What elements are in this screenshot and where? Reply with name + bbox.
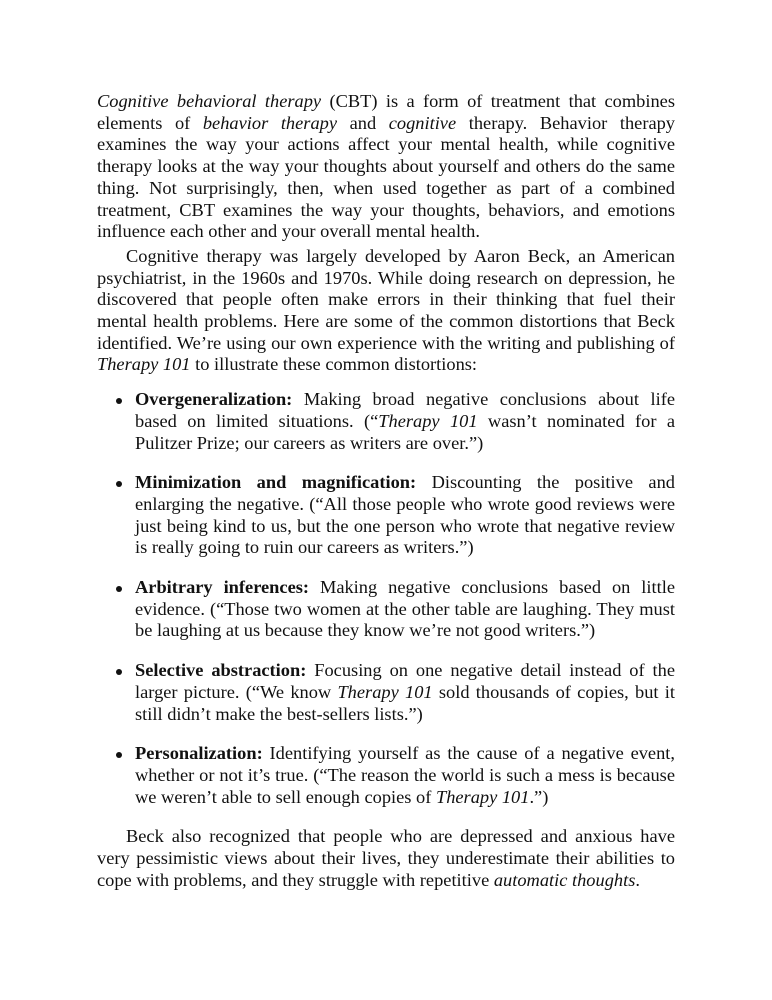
text-run: Discounting the positive and enlarging the negative. (“All those people who wrote good reviews were just being kind to us, but the one person who wrote that negative review is really going to ruin our careers as writers.”) [135, 472, 675, 558]
list-item [97, 660, 675, 725]
text-run: Focusing on one negative detail instead of the larger picture. (“We know [135, 660, 676, 702]
text-run: Making broad negative conclusions about life based on limited situations. (“ [135, 389, 675, 431]
text-run: Identifying yourself as the cause of a negative event, whether or not it’s true. (“The reason the world is such a mess is because we weren’t able to sell enough copies of [135, 743, 675, 807]
distortion-term: Selective abstraction: [135, 660, 307, 681]
text-run: to illustrate these common distortions: [190, 354, 478, 375]
document-page [97, 91, 675, 892]
bullet-icon [116, 669, 122, 675]
bullet-icon [116, 398, 122, 404]
text-run: Beck also recognized that people who are depressed and anxious have very pessimistic views about their lives, they underestimate their abilities to cope with problems, and they struggle with repetitive [97, 826, 675, 890]
automatic-thoughts-term: automatic thoughts [493, 869, 636, 890]
behavior-therapy-term: behavior therapy [202, 112, 337, 133]
list-item [97, 389, 675, 454]
closing-paragraph [97, 826, 675, 891]
beck-paragraph [97, 246, 675, 376]
text-run: therapy. Behavior therapy examines the way your actions affect your mental health, while cognitive therapy looks at the way your thoughts about yourself and others do the same thing. Not surprisingly, then, when used together as part of a combined treatment, CBT examines the way your thoughts, behaviors, and emotions influence each other and your overall mental health. [97, 112, 675, 242]
bullet-icon [116, 586, 122, 592]
text-run: wasn’t nominated for a Pulitzer Prize; our careers as writers are over.”) [135, 410, 676, 453]
text-run: Making negative conclusions based on little evidence. (“Those two women at the other table are laughing. They must be laughing at us because they know we’re not good writers.”) [135, 577, 676, 641]
text-run: .”) [529, 786, 549, 807]
distortion-term: Minimization and magnification: [135, 472, 417, 493]
text-run: Cognitive therapy was largely developed by Aaron Beck, an American psychiatrist, in the 1960s and 1970s. While doing research on depression, he discovered that people often make errors in their thinking that fuel their mental health problems. Here are some of the common distortions that Beck identified. We’re using our own experience with the writing and publishing of [97, 245, 675, 353]
book-title: Therapy 101 [435, 786, 530, 807]
text-run: and [337, 112, 389, 133]
cognitive-term: cognitive [388, 112, 457, 133]
distortion-term: Overgeneralization: [135, 389, 293, 410]
book-title: Therapy 101 [378, 410, 478, 431]
book-title: Therapy 101 [337, 681, 433, 702]
list-item [97, 743, 675, 808]
text-run: . [635, 869, 640, 890]
bullet-icon [116, 752, 122, 758]
distortion-term: Personalization: [135, 743, 263, 764]
book-title: Therapy 101 [97, 354, 191, 375]
text-run: (CBT) is a form of treatment that combines elements of [97, 91, 675, 133]
list-item [97, 577, 675, 642]
distortions-list [97, 389, 675, 808]
cbt-term: Cognitive behavioral therapy [97, 91, 322, 111]
intro-paragraph [97, 91, 675, 243]
list-item [97, 472, 675, 559]
distortion-term: Arbitrary inferences: [135, 577, 310, 598]
text-run: sold thousands of copies, but it still didn’t make the best-sellers lists.”) [135, 681, 676, 724]
bullet-icon [116, 481, 122, 487]
